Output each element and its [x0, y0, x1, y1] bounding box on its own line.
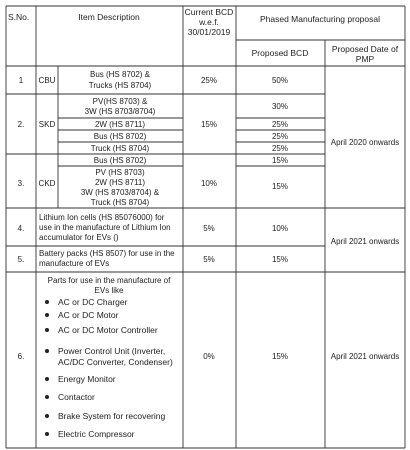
row-2-type: SKD — [38, 120, 56, 129]
header-pmp-line2: PMP — [355, 54, 375, 64]
part-item: Contactor — [58, 392, 95, 402]
row-4-item-line3: accumulator for EVs () — [39, 233, 119, 242]
row-2-proposed-truck: 25% — [271, 144, 289, 153]
row-1-sno: 1 — [18, 76, 24, 85]
row-2-current: 15% — [200, 120, 218, 129]
row-3-item-pv: PV (HS 8703) — [95, 168, 145, 177]
bullet-icon — [45, 395, 49, 399]
row-2-proposed-bus: 25% — [271, 132, 289, 141]
row-2-item-pv-line2: 3W (HS 8703/8704) — [84, 107, 156, 116]
row-5-item-line1: Battery packs (HS 8507) for use in the — [39, 249, 175, 258]
header-pmp-line1: Proposed Date of — [331, 44, 399, 54]
row-6-pmp: April 2021 onwards — [330, 352, 400, 361]
row-6-sno: 6. — [17, 352, 25, 361]
bullet-icon — [45, 349, 49, 353]
row-3-item-2w: 2W (HS 8711) — [94, 178, 146, 187]
table-header — [8, 7, 399, 64]
row-5-item-line2: manufacture of EVs — [39, 259, 110, 268]
row-3-item-3w: 3W (HS 8703/8704) & — [80, 188, 160, 197]
row-1-item-line1: Bus (HS 8702) & — [89, 70, 151, 79]
header-sno: S.No. — [8, 12, 30, 22]
part-item: AC or DC Motor — [58, 310, 119, 320]
pmp-2020: April 2020 onwards — [330, 138, 400, 147]
row-4-proposed: 10% — [271, 224, 289, 233]
row-4-item-line2: use in the manufacture of Lithium Ion — [39, 223, 171, 232]
row-3-type: CKD — [38, 179, 56, 188]
row-6-current: 0% — [203, 352, 215, 361]
header-bcd-line1: Current BCD — [184, 7, 234, 17]
row-2-proposed-pv: 30% — [271, 102, 289, 111]
row-6-proposed: 15% — [271, 352, 289, 361]
row-3-proposed-rest: 15% — [271, 182, 289, 191]
row-5-sno: 5. — [17, 255, 25, 264]
part-item: AC or DC Charger — [58, 297, 128, 307]
row-4 — [18, 213, 288, 242]
part-item: Power Control Unit (Inverter, — [58, 346, 166, 356]
row-1-type: CBU — [38, 76, 56, 85]
part-item: Brake System for recovering — [58, 411, 166, 421]
header-phased: Phased Manufacturing proposal — [259, 14, 381, 24]
part-item: AC/DC Converter, Condenser) — [58, 357, 173, 367]
header-bcd-line3: 30/01/2019 — [187, 27, 231, 37]
header-proposed-bcd: Proposed BCD — [251, 48, 309, 58]
row-4-sno: 4. — [17, 224, 25, 233]
row-2-proposed-2w: 25% — [271, 120, 289, 129]
part-item: Energy Monitor — [58, 374, 116, 384]
row-3-item-bus: Bus (HS 8702) — [93, 156, 147, 165]
row-2-sno: 2. — [17, 120, 25, 129]
part-item: Electric Compressor — [58, 429, 135, 439]
row-4-current: 5% — [203, 224, 215, 233]
row-5-current: 5% — [203, 255, 215, 264]
row-6-intro-line2: EVs like — [94, 286, 124, 295]
row-5 — [18, 249, 288, 268]
bullet-icon — [45, 414, 49, 418]
row-3-sno: 3. — [17, 179, 25, 188]
row-3-proposed-bus: 15% — [271, 156, 289, 165]
row-1-proposed: 50% — [271, 76, 289, 85]
row-1-current: 25% — [200, 76, 218, 85]
header-item: Item Description — [78, 12, 140, 22]
bullet-icon — [45, 313, 49, 317]
part-item: AC or DC Motor Controller — [58, 325, 158, 335]
row-1-item-line2: Trucks (HS 8704) — [88, 81, 152, 90]
row-2-item-pv-line1: PV(HS 8703) & — [92, 97, 148, 106]
bullet-icon — [45, 432, 49, 436]
row-2-item-bus: Bus (HS 8702) — [93, 132, 147, 141]
bullet-icon — [45, 300, 49, 304]
row-4-item-line1: Lithium Ion cells (HS 85076000) for — [39, 213, 165, 222]
row-6 — [18, 276, 400, 439]
row-6-intro-line1: Parts for use in the manufacture of — [47, 276, 171, 285]
row-3-item-truck: Truck (HS 8704) — [90, 198, 150, 207]
row-2-item-2w: 2W (HS 8711) — [94, 120, 146, 129]
bullet-icon — [45, 328, 49, 332]
pmp-2021: April 2021 onwards — [330, 237, 400, 246]
row-2-item-truck: Truck (HS 8704) — [90, 144, 150, 153]
row-5-proposed: 15% — [271, 255, 289, 264]
bullet-icon — [45, 377, 49, 381]
row-1 — [19, 70, 288, 90]
row-3-current: 10% — [200, 179, 218, 188]
header-bcd-line2: w.e.f. — [199, 17, 219, 27]
